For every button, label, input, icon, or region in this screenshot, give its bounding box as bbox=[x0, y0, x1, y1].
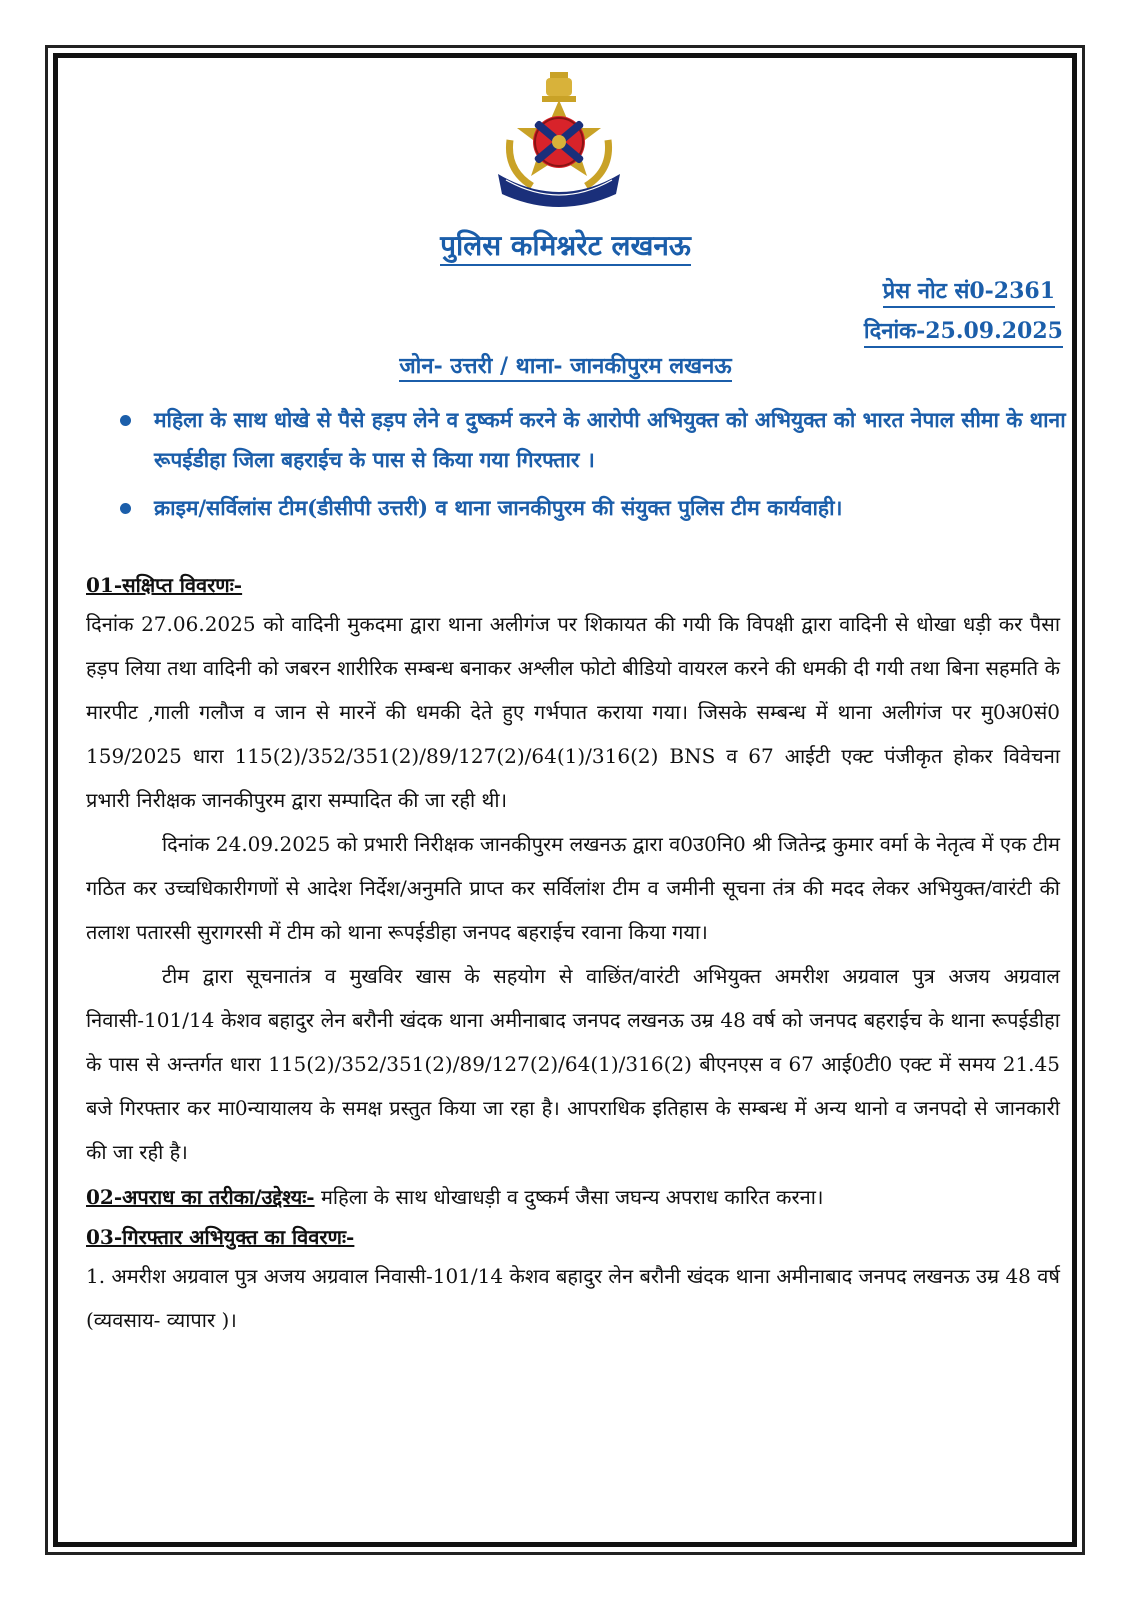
bullet-item: महिला के साथ धोखे से पैसे हड़प लेने व दुष्कर्म करने के आरोपी अभियुक्त को अभियुक्त को भारत नेपाल सीमा के थाना रूपईडीहा जिला बहराईच के पास से किया गया गिरफ्तार । bbox=[118, 400, 1068, 480]
section-2-text: महिला के साथ धोखाधड़ी व दुष्कर्म जैसा जघन्य अपराध कारित करना। bbox=[314, 1185, 824, 1209]
org-title bbox=[0, 226, 1131, 264]
section-3-heading: 03-गिरफ्तार अभियुक्त का विवरणः- bbox=[86, 1225, 355, 1249]
zone-heading-text: जोन- उत्तरी / थाना- जानकीपुरम लखनऊ bbox=[399, 353, 731, 382]
up-police-emblem-icon bbox=[492, 70, 626, 208]
zone-heading bbox=[0, 350, 1131, 380]
section-2-heading: 02-अपराध का तरीका/उद्देश्यः- bbox=[86, 1185, 315, 1209]
highlight-bullets bbox=[118, 400, 1068, 536]
org-title-text: पुलिस कमिश्नरेट लखनऊ bbox=[440, 229, 691, 266]
section-1-heading: 01-सक्षिप्त विवरणः- bbox=[86, 573, 243, 597]
section-1-para-1: दिनांक 27.06.2025 को वादिनी मुकदमा द्वारा थाना अलीगंज पर शिकायत की गयी कि विपक्षी द्वारा वादिनी से धोखा धड़ी कर पैसा हड़प लिया तथा वादिनी को जबरन शारीरिक सम्बन्ध बनाकर अश्लील फोटो बीडियो वायरल करने की धमकी दी गयी तथा बिना सहमति के मारपीट ,गाली गलौज व जान से मारनें की धमकी देते हुए गर्भपात कराया गया। जिसके सम्बन्ध में थाना अलीगंज पर मु0अ0सं0 159/2025 धारा 115(2)/352/351(2)/89/127(2)/64(1)/316(2) BNS व 67 आईटी एक्ट पंजीकृत होकर विवेचना प्रभारी निरीक्षक जानकीपुरम द्वारा सम्पादित की जा रही थी। bbox=[86, 612, 1060, 812]
bullet-item: क्राइम/सर्विलांस टीम(डीसीपी उत्तरी) व थाना जानकीपुरम की संयुक्त पुलिस टीम कार्यवाही। bbox=[118, 488, 1068, 528]
section-3-text: 1. अमरीश अग्रवाल पुत्र अजय अग्रवाल निवासी-101/14 केशव बहादुर लेन बरौनी खंदक थाना अमीनाबाद जनपद लखनऊ उम्र 48 वर्ष (व्यवसाय- व्यापार )। bbox=[86, 1264, 1060, 1332]
section-2 bbox=[86, 1174, 1060, 1220]
section-1-para-3: टीम द्वारा सूचनातंत्र व मुखविर खास के सहयोग से वाछिंत/वारंटी अभियुक्त अमरीश अग्रवाल पुत्र अजय अग्रवाल निवासी-101/14 केशव बहादुर लेन बरौनी खंदक थाना अमीनाबाद जनपद लखनऊ उम्र 48 वर्ष को जनपद बहराईच के थाना रूपईडीहा के पास से अन्तर्गत धारा 115(2)/352/351(2)/89/127(2)/64(1)/316(2) बीएनएस व 67 आई0टी0 एक्ट में समय 21.45 बजे गिरफ्तार कर मा0न्यायालय के समक्ष प्रस्तुत किया जा रहा है। आपराधिक इतिहास के सम्बन्ध में अन्य थानो व जनपदो से जानकारी की जा रही है। bbox=[86, 964, 1060, 1164]
press-note-date: दिनांक-25.09.2025 bbox=[864, 316, 1063, 348]
document-body bbox=[86, 568, 1060, 1342]
section-1-para-2: दिनांक 24.09.2025 को प्रभारी निरीक्षक जानकीपुरम लखनऊ द्वारा व0उ0नि0 श्री जितेन्द्र कुमार वर्मा के नेतृत्व में एक टीम गठित कर उच्चधिकारीगणों से आदेश निर्देश/अनुमति प्राप्त कर सर्विलांश टीम व जमीनी सूचना तंत्र की मदद लेकर अभियुक्त/वारंटी की तलाश पतारसी सुरागरसी में टीम को थाना रूपईडीहा जनपद बहराईच रवाना किया गया। bbox=[86, 832, 1060, 944]
press-note-number: प्रेस नोट सं0-2361 bbox=[883, 276, 1055, 308]
